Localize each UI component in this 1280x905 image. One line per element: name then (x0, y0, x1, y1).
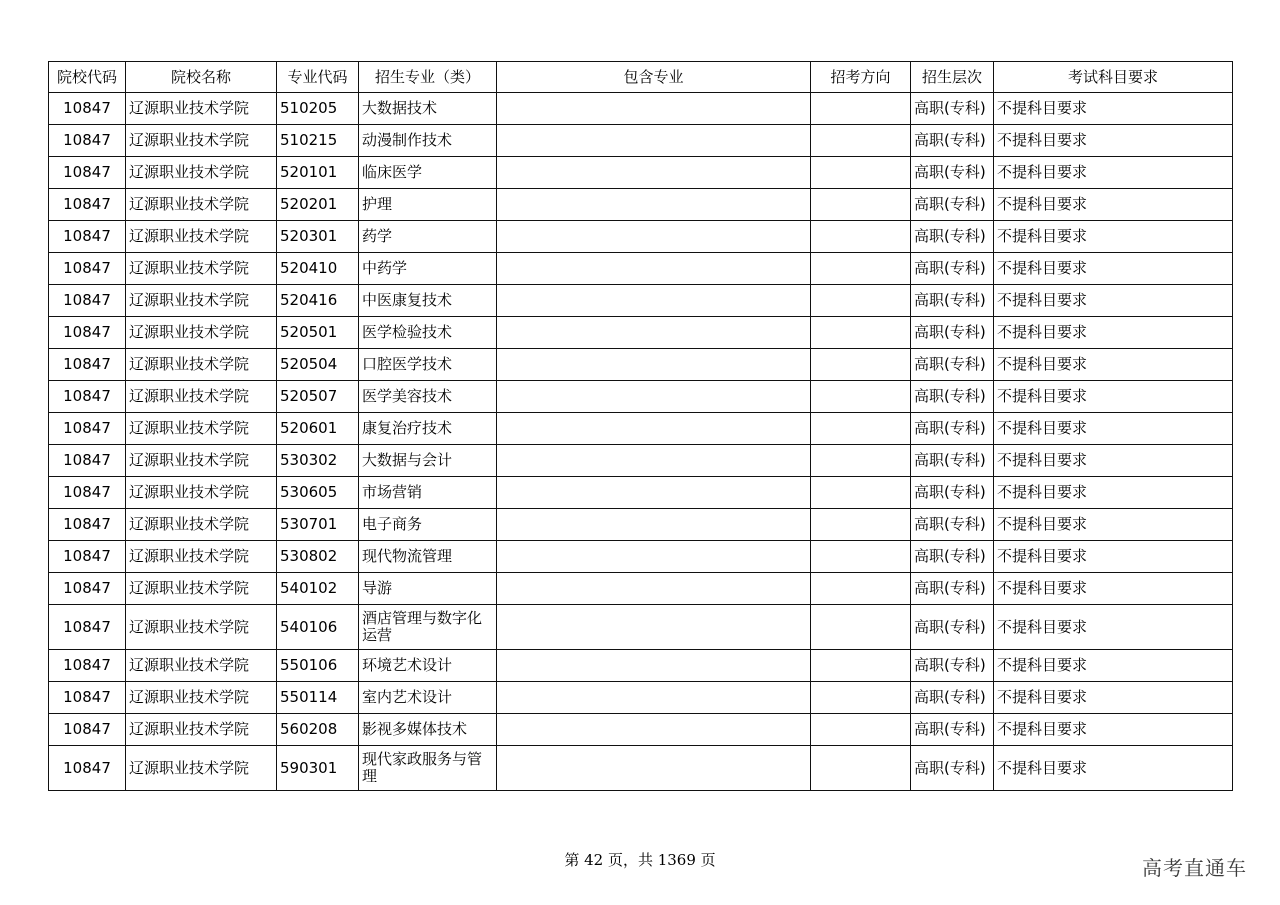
cell-level: 高职(专科) (911, 125, 994, 157)
cell-level: 高职(专科) (911, 509, 994, 541)
cell-included-majors (497, 125, 811, 157)
cell-subject-requirement: 不提科目要求 (994, 221, 1233, 253)
table-row (49, 714, 1233, 746)
cell-direction (811, 509, 911, 541)
cell-school-code: 10847 (49, 605, 126, 650)
cell-included-majors (497, 93, 811, 125)
cell-subject-requirement: 不提科目要求 (994, 477, 1233, 509)
table-row (49, 477, 1233, 509)
cell-major: 现代家政服务与管理 (359, 746, 497, 791)
cell-school-code: 10847 (49, 477, 126, 509)
cell-level: 高职(专科) (911, 682, 994, 714)
admissions-table (48, 61, 1233, 791)
cell-school-name: 辽源职业技术学院 (126, 650, 277, 682)
cell-subject-requirement: 不提科目要求 (994, 93, 1233, 125)
cell-subject-requirement: 不提科目要求 (994, 746, 1233, 791)
cell-school-name: 辽源职业技术学院 (126, 349, 277, 381)
cell-major-code: 530701 (277, 509, 359, 541)
cell-included-majors (497, 541, 811, 573)
cell-subject-requirement: 不提科目要求 (994, 573, 1233, 605)
cell-school-code: 10847 (49, 125, 126, 157)
cell-subject-requirement: 不提科目要求 (994, 650, 1233, 682)
cell-major-code: 520601 (277, 413, 359, 445)
header-level: 招生层次 (911, 62, 994, 93)
cell-major-code: 590301 (277, 746, 359, 791)
cell-school-code: 10847 (49, 541, 126, 573)
cell-level: 高职(专科) (911, 714, 994, 746)
cell-school-name: 辽源职业技术学院 (126, 477, 277, 509)
cell-direction (811, 221, 911, 253)
cell-major-code: 510205 (277, 93, 359, 125)
header-school-name: 院校名称 (126, 62, 277, 93)
table-row (49, 285, 1233, 317)
cell-school-name: 辽源职业技术学院 (126, 714, 277, 746)
cell-direction (811, 317, 911, 349)
cell-level: 高职(专科) (911, 93, 994, 125)
cell-major-code: 520416 (277, 285, 359, 317)
cell-subject-requirement: 不提科目要求 (994, 157, 1233, 189)
cell-subject-requirement: 不提科目要求 (994, 509, 1233, 541)
cell-major-code: 530802 (277, 541, 359, 573)
table-row (49, 573, 1233, 605)
cell-school-code: 10847 (49, 253, 126, 285)
cell-included-majors (497, 349, 811, 381)
cell-major: 市场营销 (359, 477, 497, 509)
cell-school-code: 10847 (49, 509, 126, 541)
cell-included-majors (497, 285, 811, 317)
cell-included-majors (497, 413, 811, 445)
cell-included-majors (497, 221, 811, 253)
cell-major: 酒店管理与数字化运营 (359, 605, 497, 650)
watermark: 高考直通车 (1142, 856, 1247, 880)
cell-school-code: 10847 (49, 285, 126, 317)
cell-direction (811, 541, 911, 573)
cell-major-code: 510215 (277, 125, 359, 157)
table-body (49, 93, 1233, 791)
cell-major-code: 560208 (277, 714, 359, 746)
cell-major-code: 540106 (277, 605, 359, 650)
cell-level: 高职(专科) (911, 413, 994, 445)
cell-school-name: 辽源职业技术学院 (126, 285, 277, 317)
cell-major-code: 540102 (277, 573, 359, 605)
cell-school-name: 辽源职业技术学院 (126, 682, 277, 714)
table-row (49, 125, 1233, 157)
cell-subject-requirement: 不提科目要求 (994, 349, 1233, 381)
header-subject-requirement: 考试科目要求 (994, 62, 1233, 93)
cell-school-code: 10847 (49, 93, 126, 125)
cell-school-code: 10847 (49, 349, 126, 381)
cell-included-majors (497, 682, 811, 714)
cell-direction (811, 93, 911, 125)
cell-major-code: 520201 (277, 189, 359, 221)
cell-school-name: 辽源职业技术学院 (126, 125, 277, 157)
table-header-row (49, 62, 1233, 93)
cell-direction (811, 605, 911, 650)
cell-major-code: 530302 (277, 445, 359, 477)
cell-major: 医学检验技术 (359, 317, 497, 349)
cell-school-code: 10847 (49, 573, 126, 605)
cell-school-code: 10847 (49, 157, 126, 189)
cell-level: 高职(专科) (911, 541, 994, 573)
cell-school-name: 辽源职业技术学院 (126, 253, 277, 285)
cell-direction (811, 349, 911, 381)
cell-level: 高职(专科) (911, 573, 994, 605)
cell-major: 医学美容技术 (359, 381, 497, 413)
cell-school-name: 辽源职业技术学院 (126, 541, 277, 573)
cell-school-code: 10847 (49, 381, 126, 413)
cell-direction (811, 157, 911, 189)
cell-major: 环境艺术设计 (359, 650, 497, 682)
table-row (49, 746, 1233, 791)
cell-major-code: 550106 (277, 650, 359, 682)
cell-included-majors (497, 157, 811, 189)
cell-major: 大数据与会计 (359, 445, 497, 477)
cell-direction (811, 746, 911, 791)
cell-level: 高职(专科) (911, 605, 994, 650)
cell-major: 药学 (359, 221, 497, 253)
cell-direction (811, 413, 911, 445)
cell-school-name: 辽源职业技术学院 (126, 317, 277, 349)
cell-subject-requirement: 不提科目要求 (994, 253, 1233, 285)
cell-school-code: 10847 (49, 413, 126, 445)
cell-school-name: 辽源职业技术学院 (126, 445, 277, 477)
cell-level: 高职(专科) (911, 349, 994, 381)
cell-included-majors (497, 445, 811, 477)
cell-direction (811, 253, 911, 285)
cell-major: 现代物流管理 (359, 541, 497, 573)
cell-school-code: 10847 (49, 445, 126, 477)
table-row (49, 650, 1233, 682)
cell-subject-requirement: 不提科目要求 (994, 541, 1233, 573)
cell-included-majors (497, 381, 811, 413)
cell-school-name: 辽源职业技术学院 (126, 157, 277, 189)
cell-major: 动漫制作技术 (359, 125, 497, 157)
cell-level: 高职(专科) (911, 477, 994, 509)
cell-major: 电子商务 (359, 509, 497, 541)
cell-direction (811, 477, 911, 509)
cell-included-majors (497, 509, 811, 541)
cell-direction (811, 285, 911, 317)
cell-major: 口腔医学技术 (359, 349, 497, 381)
cell-subject-requirement: 不提科目要求 (994, 125, 1233, 157)
table-row (49, 349, 1233, 381)
cell-direction (811, 381, 911, 413)
cell-school-name: 辽源职业技术学院 (126, 605, 277, 650)
cell-level: 高职(专科) (911, 221, 994, 253)
cell-direction (811, 682, 911, 714)
cell-school-name: 辽源职业技术学院 (126, 746, 277, 791)
cell-major: 室内艺术设计 (359, 682, 497, 714)
cell-level: 高职(专科) (911, 317, 994, 349)
cell-subject-requirement: 不提科目要求 (994, 605, 1233, 650)
cell-major: 康复治疗技术 (359, 413, 497, 445)
cell-major-code: 520504 (277, 349, 359, 381)
cell-level: 高职(专科) (911, 445, 994, 477)
table-row (49, 445, 1233, 477)
cell-subject-requirement: 不提科目要求 (994, 413, 1233, 445)
table-row (49, 253, 1233, 285)
cell-school-code: 10847 (49, 714, 126, 746)
cell-level: 高职(专科) (911, 650, 994, 682)
cell-major: 中药学 (359, 253, 497, 285)
cell-included-majors (497, 714, 811, 746)
cell-major-code: 520101 (277, 157, 359, 189)
table-row (49, 605, 1233, 650)
table-row (49, 509, 1233, 541)
cell-included-majors (497, 477, 811, 509)
header-school-code: 院校代码 (49, 62, 126, 93)
cell-major-code: 520507 (277, 381, 359, 413)
cell-subject-requirement: 不提科目要求 (994, 682, 1233, 714)
cell-included-majors (497, 189, 811, 221)
cell-school-code: 10847 (49, 189, 126, 221)
cell-subject-requirement: 不提科目要求 (994, 381, 1233, 413)
header-major: 招生专业（类） (359, 62, 497, 93)
cell-level: 高职(专科) (911, 746, 994, 791)
table-row (49, 682, 1233, 714)
cell-included-majors (497, 746, 811, 791)
cell-school-name: 辽源职业技术学院 (126, 93, 277, 125)
cell-major-code: 550114 (277, 682, 359, 714)
cell-school-code: 10847 (49, 221, 126, 253)
cell-major: 导游 (359, 573, 497, 605)
table-row (49, 413, 1233, 445)
cell-included-majors (497, 605, 811, 650)
cell-subject-requirement: 不提科目要求 (994, 189, 1233, 221)
cell-included-majors (497, 317, 811, 349)
cell-subject-requirement: 不提科目要求 (994, 445, 1233, 477)
cell-school-name: 辽源职业技术学院 (126, 189, 277, 221)
table-row (49, 317, 1233, 349)
cell-direction (811, 125, 911, 157)
cell-school-name: 辽源职业技术学院 (126, 573, 277, 605)
cell-major-code: 520301 (277, 221, 359, 253)
cell-major-code: 520410 (277, 253, 359, 285)
cell-major: 临床医学 (359, 157, 497, 189)
cell-direction (811, 650, 911, 682)
cell-level: 高职(专科) (911, 253, 994, 285)
header-direction: 招考方向 (811, 62, 911, 93)
cell-major: 护理 (359, 189, 497, 221)
table-row (49, 381, 1233, 413)
cell-school-code: 10847 (49, 650, 126, 682)
table-row (49, 541, 1233, 573)
cell-subject-requirement: 不提科目要求 (994, 285, 1233, 317)
cell-direction (811, 445, 911, 477)
table-row (49, 93, 1233, 125)
cell-subject-requirement: 不提科目要求 (994, 714, 1233, 746)
cell-direction (811, 714, 911, 746)
cell-direction (811, 189, 911, 221)
cell-level: 高职(专科) (911, 189, 994, 221)
cell-level: 高职(专科) (911, 381, 994, 413)
header-included-majors: 包含专业 (497, 62, 811, 93)
cell-level: 高职(专科) (911, 157, 994, 189)
table-row (49, 221, 1233, 253)
table-row (49, 157, 1233, 189)
cell-school-name: 辽源职业技术学院 (126, 381, 277, 413)
cell-subject-requirement: 不提科目要求 (994, 317, 1233, 349)
cell-direction (811, 573, 911, 605)
cell-level: 高职(专科) (911, 285, 994, 317)
cell-major-code: 520501 (277, 317, 359, 349)
cell-included-majors (497, 650, 811, 682)
cell-school-name: 辽源职业技术学院 (126, 413, 277, 445)
cell-school-name: 辽源职业技术学院 (126, 221, 277, 253)
cell-major: 中医康复技术 (359, 285, 497, 317)
page-number: 第 42 页，共 1369 页 (564, 851, 716, 869)
table-row (49, 189, 1233, 221)
cell-school-code: 10847 (49, 317, 126, 349)
cell-school-name: 辽源职业技术学院 (126, 509, 277, 541)
cell-included-majors (497, 253, 811, 285)
cell-major: 大数据技术 (359, 93, 497, 125)
cell-school-code: 10847 (49, 746, 126, 791)
cell-major-code: 530605 (277, 477, 359, 509)
header-major-code: 专业代码 (277, 62, 359, 93)
cell-school-code: 10847 (49, 682, 126, 714)
cell-included-majors (497, 573, 811, 605)
cell-major: 影视多媒体技术 (359, 714, 497, 746)
